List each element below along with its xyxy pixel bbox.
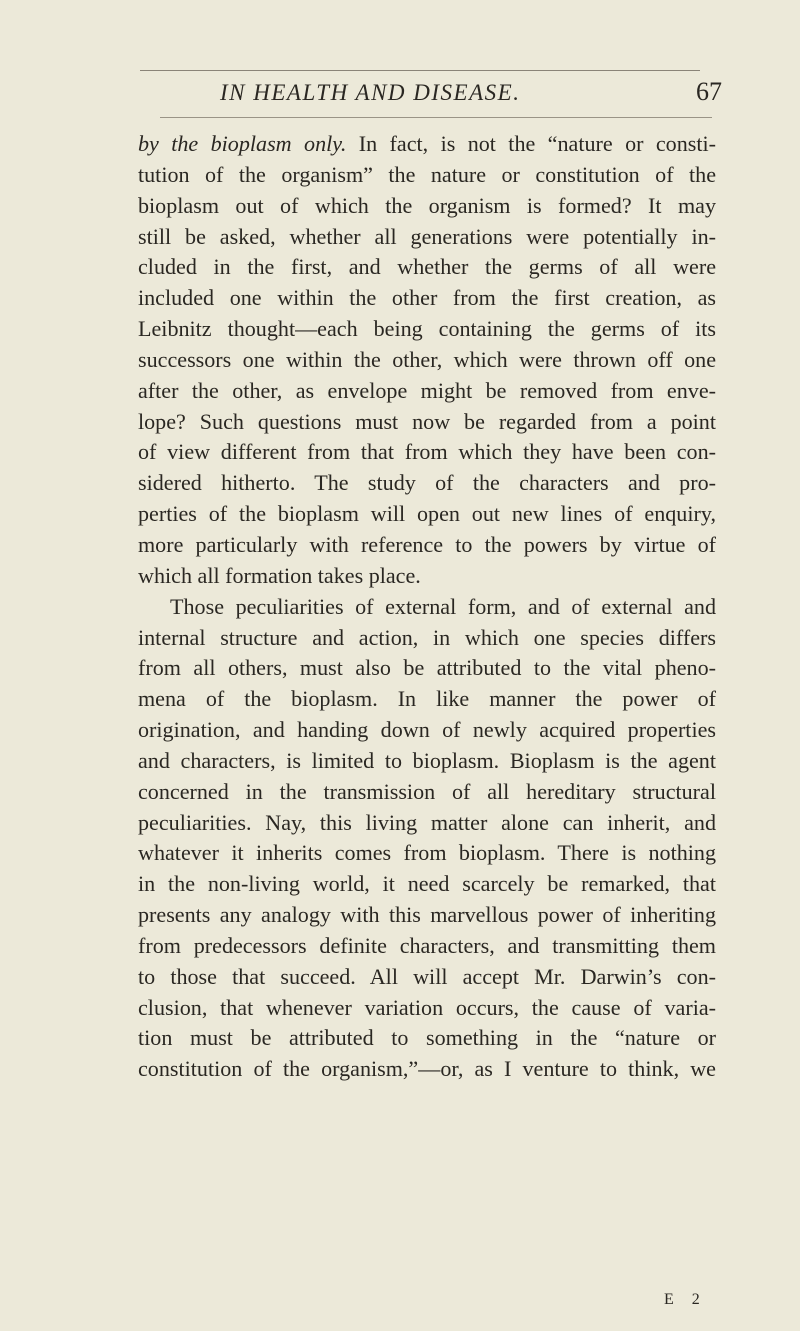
text-line: peculiarities. Nay, this living matter alone can inherit, and xyxy=(138,809,716,835)
text-line: Leibnitz thought—each being containing the germs of its xyxy=(138,316,716,342)
text-line: in the non-living world, it need scarcely be remarked, that xyxy=(138,871,716,897)
page-header xyxy=(220,77,722,114)
text-line: clusion, that whenever variation occurs, the cause of varia- xyxy=(138,994,716,1020)
text-line: after the other, as envelope might be removed from enve- xyxy=(138,377,716,403)
text-line: bioplasm out of which the organism is formed? It may xyxy=(138,192,716,218)
text-line: cluded in the first, and whether the germs of all were xyxy=(138,254,716,280)
text-line: successors one within the other, which were thrown off one xyxy=(138,346,716,372)
text-line: to those that succeed. All will accept Mr. Darwin’s con- xyxy=(138,963,716,989)
text-line: included one within the other from the first creation, as xyxy=(138,285,716,311)
text-line: of view different from that from which they have been con- xyxy=(138,439,716,465)
signature-mark: E 2 xyxy=(664,1291,707,1308)
text-line: constitution of the organism,”—or, as I venture to think, we xyxy=(138,1056,716,1082)
text-line: more particularly with reference to the powers by virtue of xyxy=(138,531,716,557)
text-line: still be asked, whether all generations were potentially in- xyxy=(138,223,716,249)
text-line xyxy=(138,129,716,160)
paragraph-start-line: Those peculiarities of external form, and of external and xyxy=(170,593,716,619)
top-rule xyxy=(140,70,700,71)
text-line: from predecessors definite characters, and transmitting them xyxy=(138,932,716,958)
text-line: lope? Such questions must now be regarded from a point xyxy=(138,408,716,434)
text-line: and characters, is limited to bioplasm. Bioplasm is the agent xyxy=(138,747,716,773)
text-line: tion must be attributed to something in the “nature or xyxy=(138,1025,716,1051)
body-text xyxy=(138,129,716,1085)
running-title: IN HEALTH AND DISEASE. xyxy=(220,80,521,105)
text-line: sidered hitherto. The study of the characters and pro- xyxy=(138,470,716,496)
page-number: 67 xyxy=(696,77,722,106)
text-line: concerned in the transmission of all hereditary structural xyxy=(138,778,716,804)
text-line: perties of the bioplasm will open out new lines of enquiry, xyxy=(138,501,716,527)
text-line: tution of the organism” the nature or constitution of the xyxy=(138,161,716,187)
text-line: whatever it inherits comes from bioplasm. There is nothing xyxy=(138,840,716,866)
text-line: from all others, must also be attributed to the vital pheno- xyxy=(138,655,716,681)
text-span: In fact, is not the “nature or consti- xyxy=(346,131,717,156)
text-line: internal structure and action, in which one species differs xyxy=(138,624,716,650)
text-line: presents any analogy with this marvellous power of inheriting xyxy=(138,902,716,928)
text-line: origination, and handing down of newly acquired properties xyxy=(138,717,716,743)
paragraph-end-line: which all formation takes place. xyxy=(138,562,421,588)
text-line: mena of the bioplasm. In like manner the power of xyxy=(138,686,716,712)
header-rule xyxy=(160,117,712,118)
italic-phrase: by the bioplasm only. xyxy=(138,131,347,156)
